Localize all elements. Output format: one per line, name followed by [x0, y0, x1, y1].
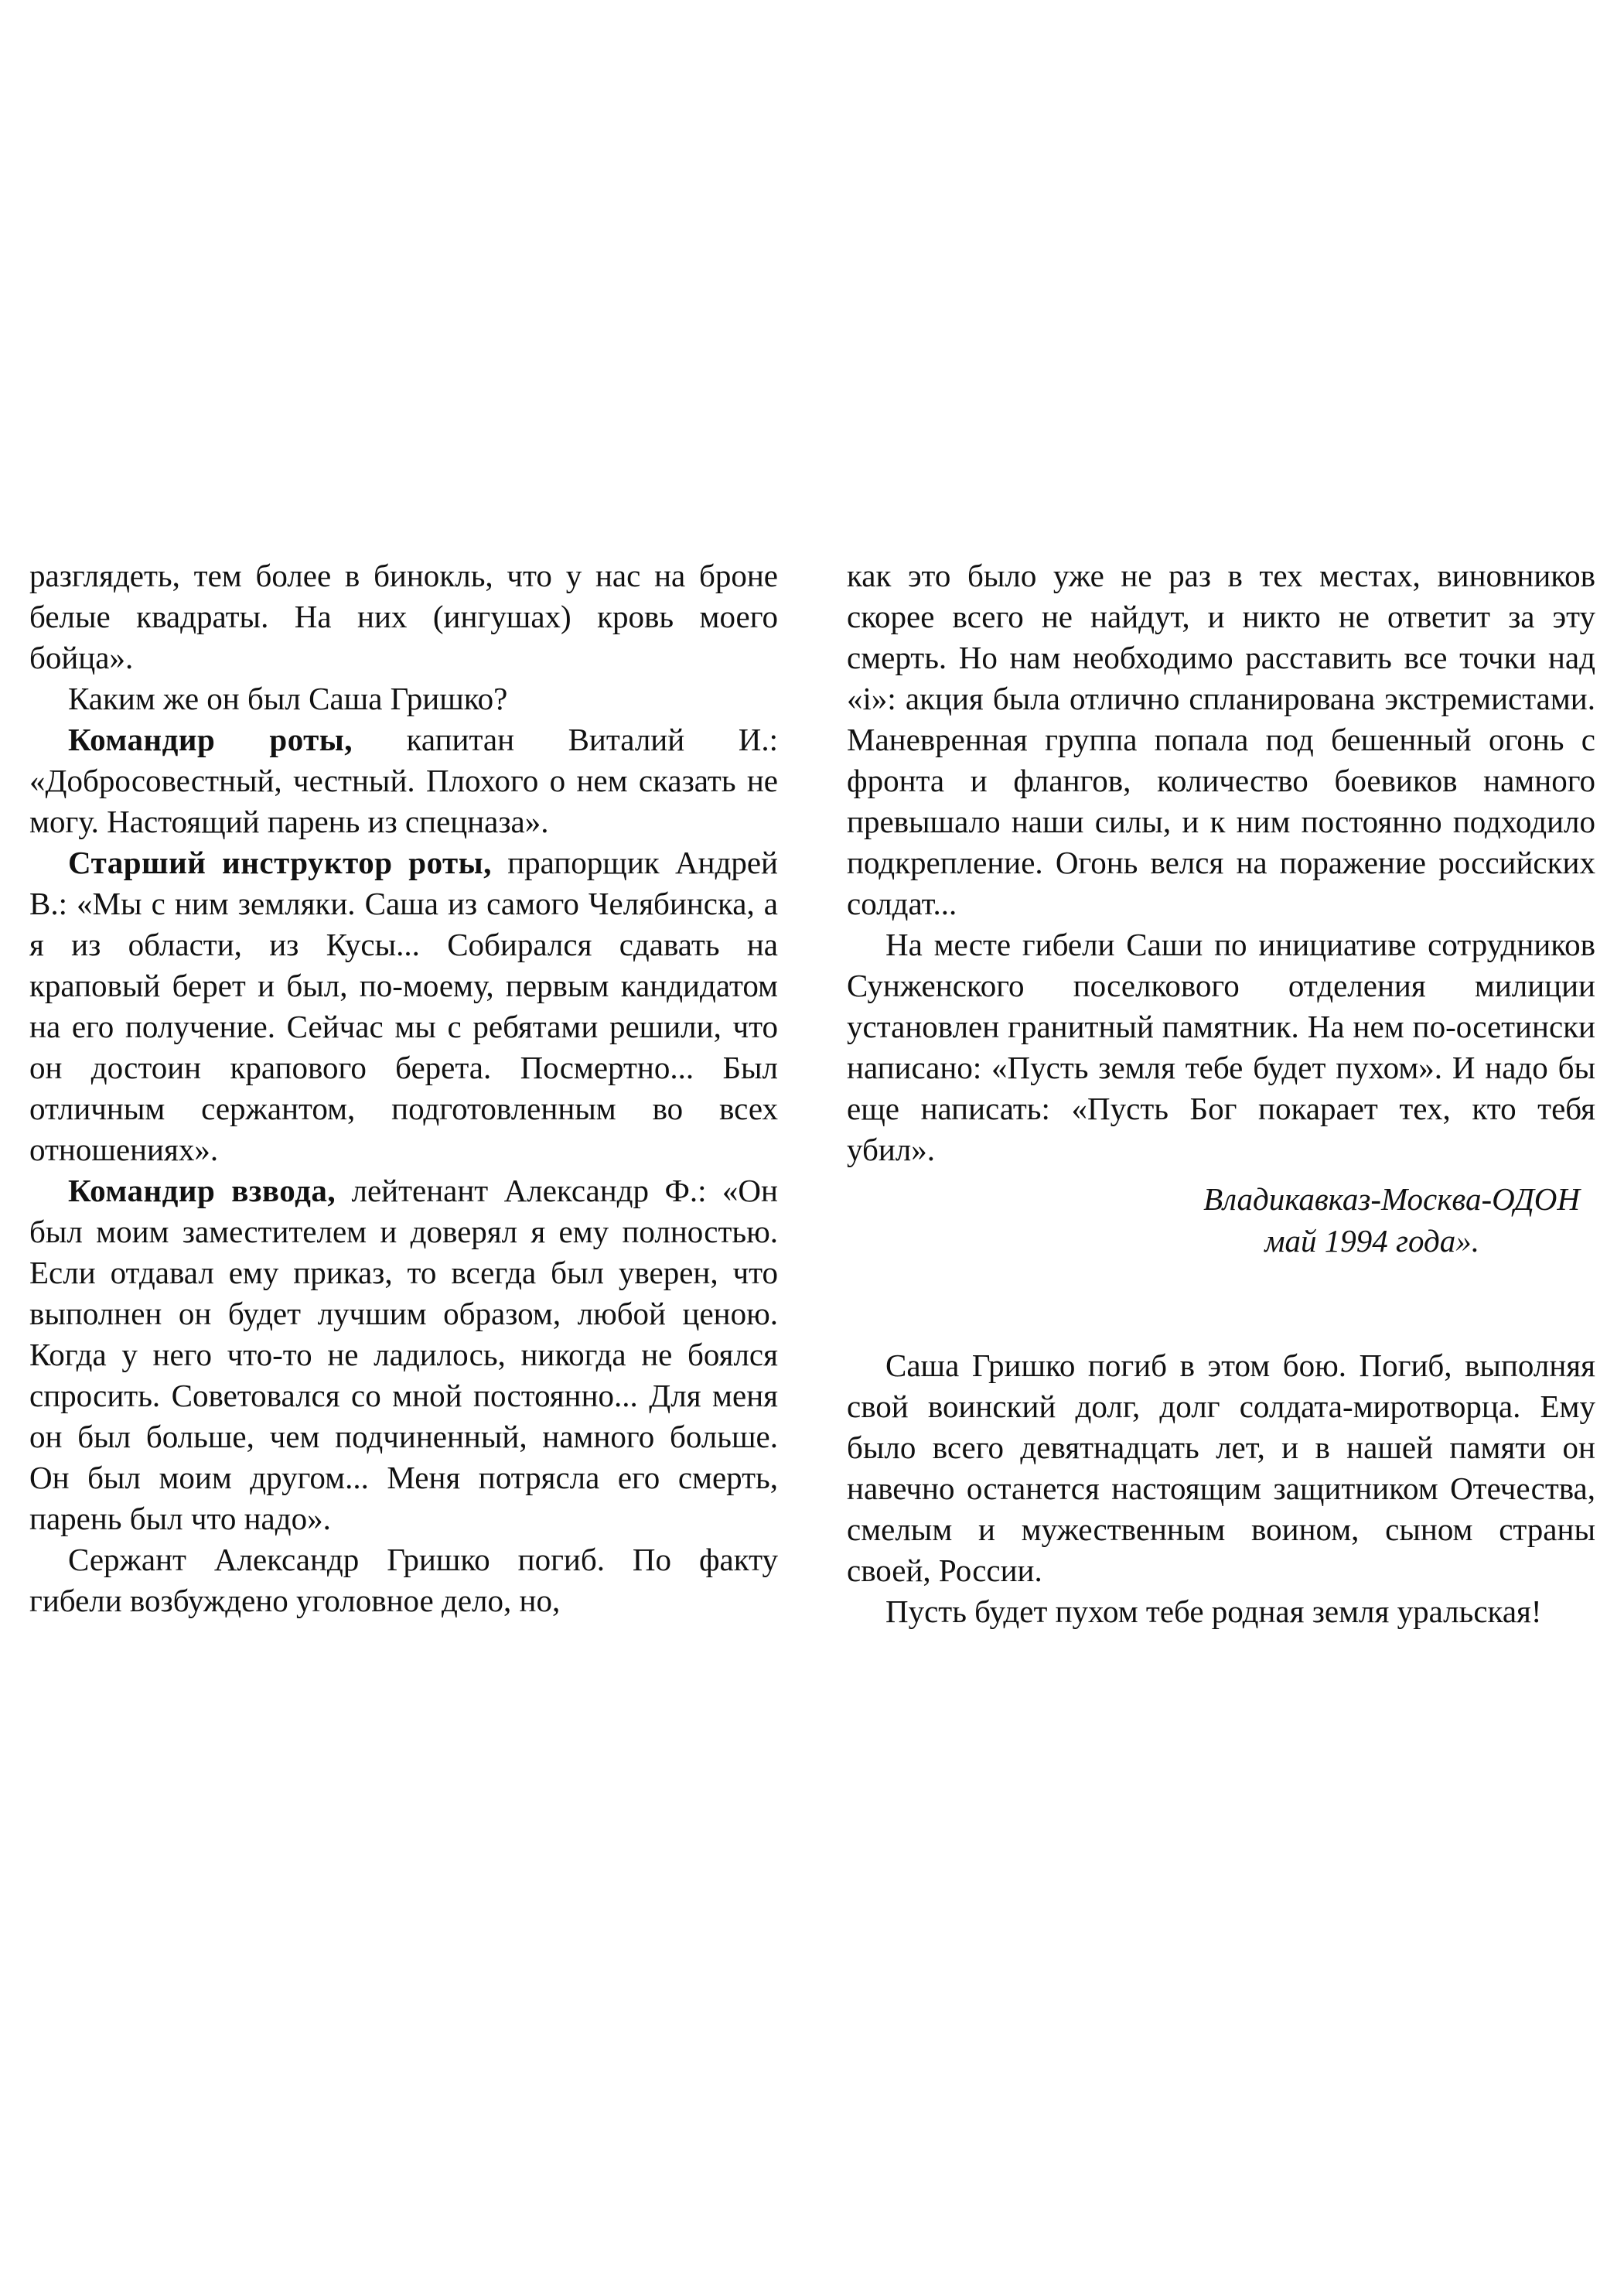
platoon-commander-heading: Командир взвода, — [68, 1173, 336, 1208]
right-paragraph-4: Пусть будет пухом тебе родная земля уральская! — [885, 1594, 1542, 1629]
left-paragraph-2: Каким же он был Саша Гришко? — [68, 681, 508, 716]
left-paragraph-3 — [29, 719, 778, 842]
right-column — [847, 555, 1595, 1632]
right-paragraph-2: На месте гибели Саши по инициативе сотрудников Сунженского поселкового отделения милиции установлен гранитный памятник. На нем по-осетински написано: «Пусть земля тебе будет пухом». И надо бы еще написать: «Пусть Бог покарает тех, кто тебя убил». — [847, 927, 1595, 1167]
right-paragraph-1: как это было уже не раз в тех местах, виновников скорее всего не найдут, и никто не ответит за эту смерть. Но нам необходимо расставить все точки над «і»: акция была отлично спланирована экстремистами. Маневренная группа попала под бешенный огонь с фронта и флангов, количество боевиков намного превышало наши силы, и к ним постоянно подходило подкрепление. Огонь велся на поражение российских солдат... — [847, 558, 1595, 921]
article-signature — [847, 1178, 1595, 1262]
company-commander-heading: Командир роты, — [68, 722, 353, 757]
right-paragraph-3: Саша Гришко погиб в этом бою. Погиб, выполняя свой воинский долг, долг солдата-миротворца. Ему было всего девятнадцать лет, и в нашей памяти он навечно останется настоящим защитником Отечества, смелым и мужественным воином, сыном страны своей, России. — [847, 1348, 1595, 1588]
platoon-commander-quote: лейтенант Александр Ф.: «Он был моим заместителем и доверял я ему полностью. Если отдавал ему приказ, то всегда был уверен, что выполнен он будет лучшим образом, любой ценою. Когда у него что-то не ладилось, никогда не боялся спросить. Советовался со мной постоянно... Для меня он был больше, чем подчиненный, намного больше. Он был моим другом... Меня потрясла его смерть, парень был что надо». — [29, 1173, 778, 1536]
left-paragraph-6: Сержант Александр Гришко погиб. По факту гибели возбуждено уголовное дело, но, — [29, 1542, 778, 1618]
left-paragraph-5 — [29, 1170, 778, 1539]
company-commander-quote: капитан Виталий И.: «Добросовестный, честный. Плохого о нем сказать не могу. Настоящий парень из спецназа». — [29, 722, 778, 839]
left-paragraph-1: разглядеть, тем более в бинокль, что у нас на броне белые квадраты. На них (ингушах) кровь моего бойца». — [29, 558, 778, 675]
left-column — [29, 555, 778, 1621]
signature-date: май 1994 года». — [1264, 1223, 1479, 1259]
senior-instructor-heading: Старший инструктор роты, — [68, 845, 492, 880]
left-paragraph-4 — [29, 842, 778, 1170]
senior-instructor-quote: прапорщик Андрей В.: «Мы с ним земляки. Саша из самого Челябинска, а я из области, из Кусы... Собирался сдавать на краповый берет и был, по-моему, первым кандидатом на его получение. Сейчас мы с ребятами решили, что он достоин крапового берета. Посмертно... Был отличным сержантом, подготовленным во всех отношениях». — [29, 845, 778, 1167]
section-spacer — [847, 1262, 1595, 1345]
signature-place: Владикавказ-Москва-ОДОН — [1203, 1181, 1580, 1217]
